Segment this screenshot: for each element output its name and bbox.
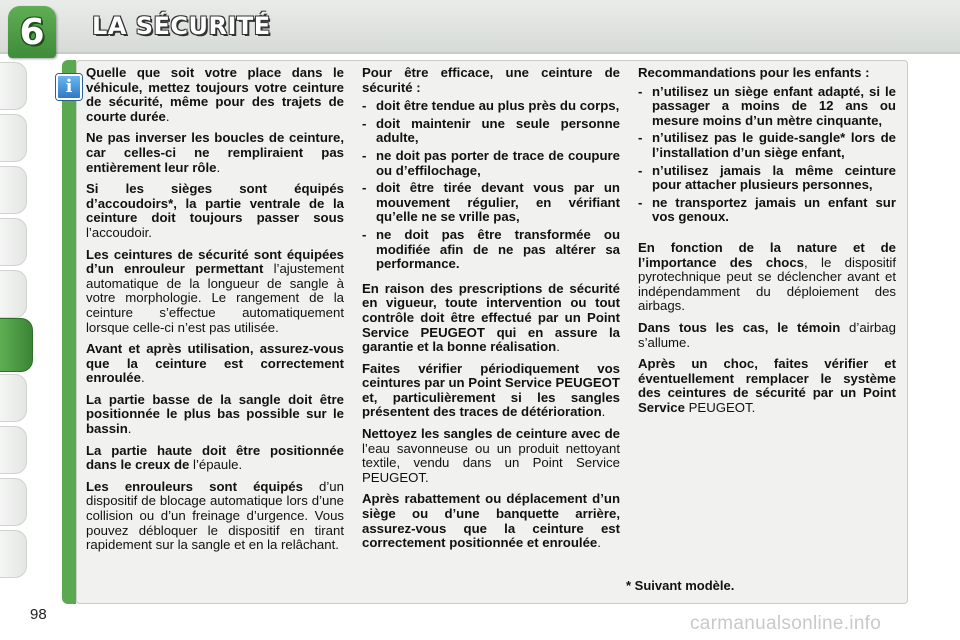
list-item: - n’utilisez pas le guide-sangle* lors de l’installation d’un siège enfant, <box>638 131 896 160</box>
side-tab[interactable] <box>0 218 27 266</box>
children-recommendations-list <box>638 85 896 225</box>
list-item: - ne transportez jamais un enfant sur vos genoux. <box>638 196 896 225</box>
paragraph: Ne pas inverser les boucles de ceinture, car celles-ci ne rempliraient pas entièrement leur rôle. <box>86 130 344 175</box>
list-intro: Pour être efficace, une ceinture de sécurité : <box>362 65 620 95</box>
column-2 <box>362 66 620 558</box>
paragraph: En raison des prescriptions de sécurité en vigueur, toute intervention ou tout contrôle doit être effectué par un Point Service PEUGEOT qui en assure la garantie et la bonne réalisation. <box>362 280 620 355</box>
watermark: carmanualsonline.info <box>690 613 882 634</box>
footnote: * Suivant modèle. <box>626 578 735 593</box>
paragraph: La partie haute doit être positionnée dans le creux de l’épaule. <box>86 442 344 473</box>
paragraph: Les enrouleurs sont équipés d’un dispositif de blocage automatique lors d’une collision ou d’un freinage d’urgence. Vous pouvez débloquer le dispositif en tirant rapidement sur la sangle et en la relâchant. <box>86 478 344 553</box>
side-tab[interactable] <box>0 270 27 318</box>
page-number: 98 <box>30 606 47 623</box>
side-tab[interactable] <box>0 374 27 422</box>
paragraph: La partie basse de la sangle doit être positionnée le plus bas possible sur le bassin. <box>86 391 344 437</box>
paragraph: Avant et après utilisation, assurez-vous que la ceinture est correctement enroulée. <box>86 341 344 386</box>
chapter-title: LA SÉCURITÉ <box>92 12 271 40</box>
info-icon: i <box>56 74 82 100</box>
list-item: - ne doit pas être transformée ou modifiée afin de ne pas altérer sa performance. <box>362 228 620 272</box>
side-tab-active[interactable] <box>0 318 33 372</box>
side-tab[interactable] <box>0 478 27 526</box>
side-tab[interactable] <box>0 166 27 214</box>
column-3 <box>638 66 896 422</box>
side-tab[interactable] <box>0 62 27 110</box>
list-item: - ne doit pas porter de trace de coupure ou d’effilochage, <box>362 149 620 178</box>
side-tab[interactable] <box>0 426 27 474</box>
paragraph: Dans tous les cas, le témoin d’airbag s’allume. <box>638 319 896 350</box>
requirements-list <box>362 99 620 272</box>
paragraph: Faites vérifier périodiquement vos ceintures par un Point Service PEUGEOT et, particulièrement si les sangles présentent des traces de détérioration. <box>362 360 620 420</box>
chapter-number: 6 <box>19 11 45 53</box>
chapter-tab <box>8 6 56 58</box>
paragraph: Quelle que soit votre place dans le véhicule, mettez toujours votre ceinture de sécurité, même pour des trajets de courte durée. <box>86 65 344 124</box>
side-tab[interactable] <box>0 530 27 578</box>
column-1 <box>86 66 344 560</box>
side-tab[interactable] <box>0 114 27 162</box>
paragraph: Nettoyez les sangles de ceinture avec de l’eau savonneuse ou un produit nettoyant textile, vendu dans un Point Service PEUGEOT. <box>362 426 620 485</box>
list-item: - n’utilisez jamais la même ceinture pour attacher plusieurs personnes, <box>638 164 896 193</box>
paragraph: Après un choc, faites vérifier et éventuellement remplacer le système des ceintures de sécurité par un Point Service PEUGEOT. <box>638 356 896 415</box>
list-item: - doit être tendue au plus près du corps, <box>362 99 620 114</box>
list-item: - doit maintenir une seule personne adulte, <box>362 117 620 146</box>
paragraph: Les ceintures de sécurité sont équipées d’un enrouleur permettant l’ajustement automatique de la longueur de sangle à votre morphologie. Le rangement de la ceinture s’effectue automatiquement lorsque celle-ci n’est pas utilisée. <box>86 246 344 335</box>
section-heading: Recommandations pour les enfants : <box>638 65 870 80</box>
paragraph: En fonction de la nature et de l’importance des chocs, le dispositif pyrotechnique peut se déclencher avant et indépendamment du déploiement des airbags. <box>638 239 896 314</box>
list-item: - n’utilisez un siège enfant adapté, si le passager a moins de 12 ans ou mesure moins d’un mètre cinquante, <box>638 85 896 129</box>
list-item: - doit être tirée devant vous par un mouvement régulier, en vérifiant qu’elle ne se vrille pas, <box>362 181 620 225</box>
paragraph: Si les sièges sont équipés d’accoudoirs*, la partie ventrale de la ceinture doit toujours passer sous l’accoudoir. <box>86 181 344 240</box>
paragraph: Après rabattement ou déplacement d’un siège ou d’une banquette arrière, assurez-vous que la ceinture est correctement positionnée et enroulée. <box>362 491 620 551</box>
